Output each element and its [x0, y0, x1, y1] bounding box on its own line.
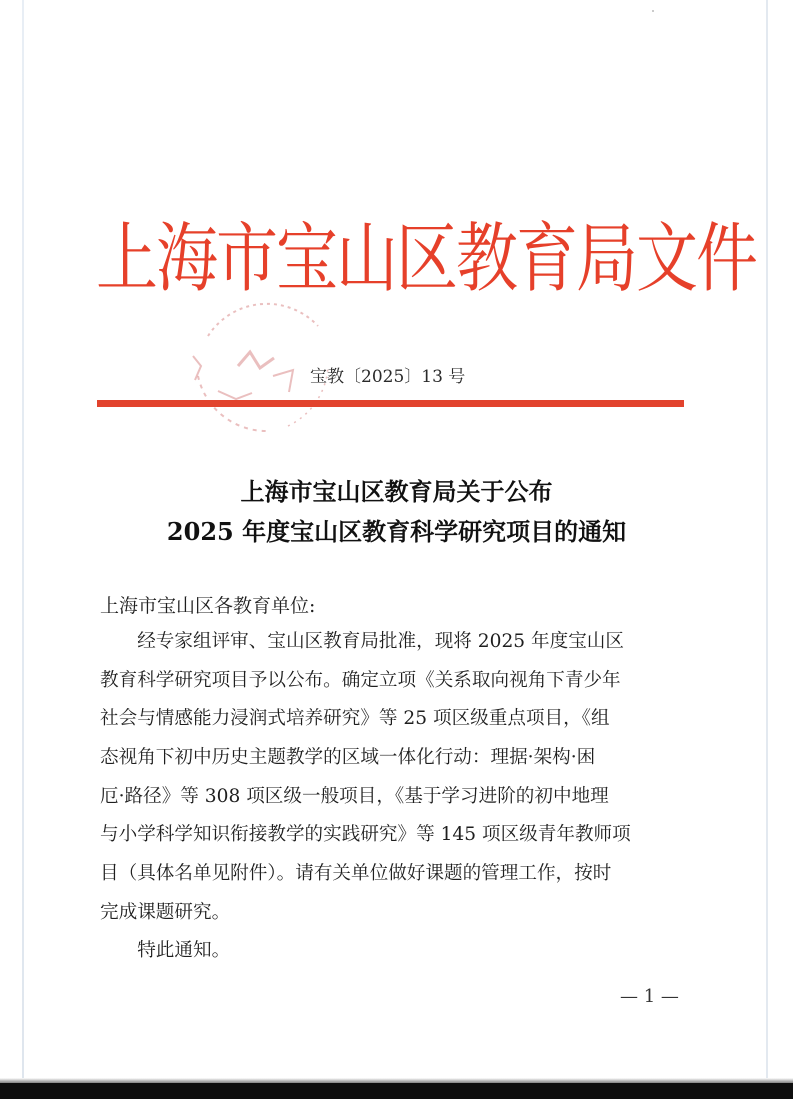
scan-bottom-edge — [0, 1083, 793, 1099]
agency-header-title: 上海市宝山区教育局文件 — [96, 213, 757, 303]
body-line-7: 目（具体名单见附件）。请有关单位做好课题的管理工作，按时 — [100, 863, 612, 884]
body-line-3: 社会与情感能力浸润式培养研究》等 25 项区级重点项目，《组 — [100, 708, 610, 729]
closing-line: 特此通知。 — [100, 940, 231, 961]
body-line-2: 教育科学研究项目予以公布。确定立项《关系取向视角下青少年 — [100, 670, 621, 691]
page-number: — 1 — — [620, 986, 679, 1007]
body-line-1: 经专家组评审、宝山区教育局批准，现将 2025 年度宝山区 — [100, 631, 624, 652]
document-number: 宝教〔2025〕13 号 — [310, 367, 466, 387]
notice-title-line-2: 2025 年度宝山区教育科学研究项目的通知 — [166, 517, 627, 546]
body-line-5: 厄·路径》等 308 项区级一般项目，《基于学习进阶的初中地理 — [100, 786, 609, 807]
scan-edge-right — [766, 0, 768, 1080]
scan-edge-left — [22, 0, 24, 1080]
recipient-salutation: 上海市宝山区各教育单位: — [100, 595, 316, 617]
body-line-6: 与小学科学知识衔接教学的实践研究》等 145 项区级青年教师项 — [100, 824, 631, 845]
notice-title-line-1: 上海市宝山区教育局关于公布 — [240, 477, 553, 506]
body-line-4: 态视角下初中历史主题教学的区域一体化行动：理据·架构·困 — [100, 747, 596, 768]
body-line-8: 完成课题研究。 — [100, 902, 231, 923]
header-red-rule — [97, 400, 684, 407]
scan-speck — [652, 10, 654, 12]
